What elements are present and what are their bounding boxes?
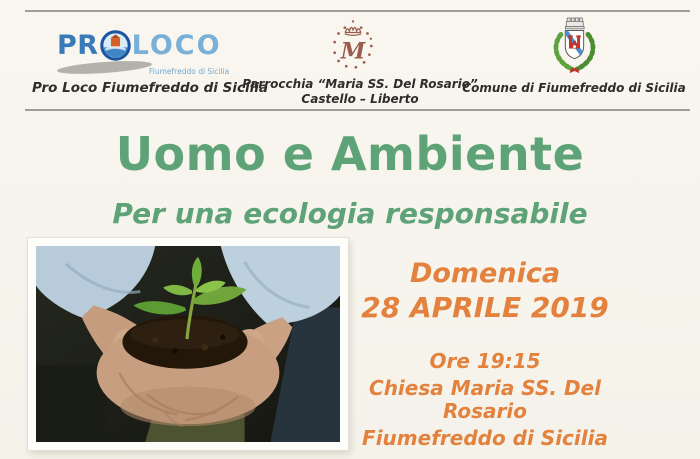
- event-time: Ore 19:15: [429, 349, 541, 374]
- event-town: Fiumefreddo di Sicilia: [362, 426, 608, 451]
- event-day: Domenica: [409, 258, 561, 289]
- poster-title: Uomo e Ambiente: [115, 127, 585, 181]
- proloco-sub-label: Fiumefreddo di Sicilia: [149, 67, 230, 76]
- hands-holding-seedling-photo: [36, 246, 340, 442]
- photo-frame: [28, 238, 348, 450]
- proloco-wordmark-pr: PR: [57, 30, 99, 61]
- proloco-wordmark-loco: LOCO: [131, 30, 222, 61]
- top-divider: [25, 10, 690, 12]
- svg-text:M: M: [340, 38, 366, 65]
- event-date: 28 APRILE 2019: [361, 291, 609, 325]
- comune-caption: Comune di Fiumefreddo di Sicilia: [462, 81, 686, 95]
- proloco-swoosh: [57, 59, 153, 77]
- event-details: [330, 258, 640, 450]
- parrocchia-caption-line1: Parrocchia “Maria SS. Del Rosario”: [242, 77, 478, 91]
- event-venue: Chiesa Maria SS. Del Rosario: [369, 376, 601, 424]
- comune-crest-icon: [545, 14, 603, 78]
- proloco-wordmark: [57, 30, 222, 61]
- header-divider: [25, 109, 690, 111]
- marian-monogram-icon: [326, 18, 380, 74]
- parrocchia-caption-line2: Castello – Liberto: [301, 92, 419, 106]
- poster-subtitle: Per una ecologia responsabile: [112, 197, 588, 230]
- pro-loco-caption: Pro Loco Fiumefreddo di Sicilia: [32, 80, 268, 96]
- proloco-globe-icon: [100, 30, 131, 61]
